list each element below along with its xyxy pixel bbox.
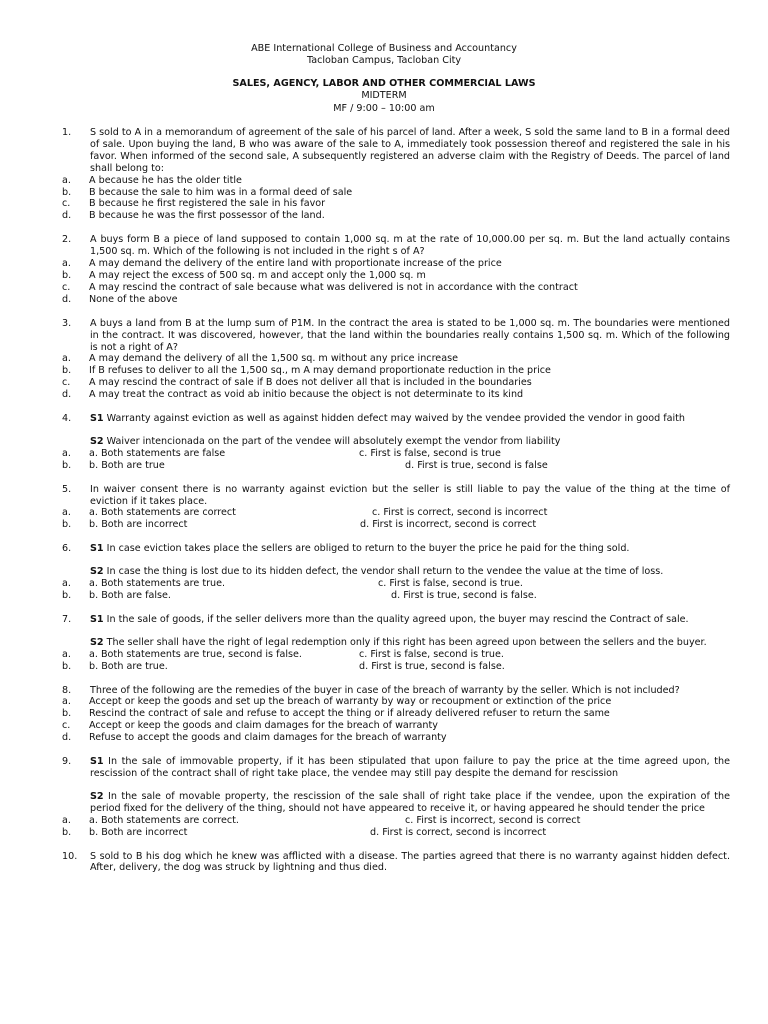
option-row-b: b. b. Both are false. d. First is true, second is false.: [62, 590, 537, 601]
option-c: c. Accept or keep the goods and claim damages for the breach of warranty: [62, 720, 438, 732]
statement-1: S1 In case eviction takes place the sellers are obliged to return to the buyer the price he paid for the thing sold.: [90, 543, 630, 555]
question-number: 10.: [62, 850, 78, 862]
school-name: ABE International College of Business and Accountancy: [251, 43, 517, 54]
question-4: [62, 413, 730, 472]
option-row-b: b. b. Both are incorrect d. First is correct, second is incorrect: [62, 826, 547, 838]
statement-1: S1 Warranty against eviction as well as against hidden defect may waived by the vendee provided the vendor in good faith: [90, 413, 686, 425]
statement-1: S1 In the sale of goods, if the seller delivers more than the quality agreed upon, the buyer may rescind the Contract of sale.: [90, 613, 689, 625]
question-text: A buys a land from B at the lump sum of P1M. In the contract the area is stated to be 1,000 sq. m. The boundaries were mentioned in the contract. It was discovered, however, that the land within the boundaries really contains 1,500 sq. m. Which of the following is not a right of A?: [90, 317, 730, 353]
question-number: 9.: [62, 756, 72, 768]
question-6: [62, 543, 730, 602]
option-a: a. A may demand the delivery of the entire land with proportionate increase of the price: [62, 258, 502, 270]
question-9: [62, 756, 730, 838]
course-title: SALES, AGENCY, LABOR AND OTHER COMMERCIAL LAWS: [232, 77, 536, 89]
option-a: a. A because he has the older title: [62, 174, 242, 186]
option-b: b. If B refuses to deliver to all the 1,500 sq., m A may demand proportionate reduction in the price: [62, 365, 551, 377]
question-2: [62, 234, 730, 305]
option-c: c. A may rescind the contract of sale if B does not deliver all that is included in the boundaries: [62, 377, 532, 389]
question-number: 1.: [62, 127, 72, 138]
statement-2: S2 In the sale of movable property, the rescission of the sale shall of right take place if the vendee, upon the expiration of the period fixed for the delivery of the thing, should not have appeared to receive it, or having appeared he should tender the price: [90, 790, 730, 814]
option-row-b: b. b. Both are true. d. First is true, second is false.: [62, 660, 505, 672]
option-row-b: b. b. Both are incorrect d. First is incorrect, second is correct: [62, 519, 537, 531]
statement-2: S2 Waiver intencionada on the part of the vendee will absolutely exempt the vendor from liability: [90, 435, 561, 447]
option-row-b: b. b. Both are true d. First is true, second is false: [62, 459, 548, 471]
option-c: c. B because he first registered the sale in his favor: [62, 198, 326, 210]
question-8: [62, 685, 730, 745]
question-5: [62, 484, 730, 532]
exam-schedule: MF / 9:00 – 10:00 am: [333, 102, 435, 114]
option-row-a: a. a. Both statements are correct. c. First is incorrect, second is correct: [62, 814, 581, 826]
option-a: a. A may demand the delivery of all the 1,500 sq. m without any price increase: [62, 353, 458, 365]
campus-name: Tacloban Campus, Tacloban City: [306, 55, 462, 67]
question-number: 2.: [62, 234, 72, 246]
question-7: [62, 614, 730, 673]
option-b: b. B because the sale to him was in a formal deed of sale: [62, 186, 353, 198]
question-3: [62, 318, 730, 401]
statement-1: S1 In the sale of immovable property, if it has been stipulated that upon failure to pay the price at the time agreed upon, the rescission of the contract shall of right take place, the vendee may still pay despite the demand for rescission: [90, 756, 730, 779]
option-b: b. Rescind the contract of sale and refuse to accept the thing or if already delivered refuser to return the same: [62, 708, 610, 720]
exam-header: [0, 43, 768, 115]
question-text: S sold to B his dog which he knew was afflicted with a disease. The parties agreed that there is no warranty against hidden defect. After, delivery, the dog was struck by lightning and thus died.: [90, 850, 730, 874]
question-list: [62, 127, 730, 886]
question-number: 4.: [62, 413, 72, 425]
option-d: d. A may treat the contract as void ab initio because the object is not determinate to its kind: [62, 389, 524, 401]
option-row-a: a. a. Both statements are false c. First is false, second is true: [62, 447, 501, 459]
question-1: [62, 127, 730, 222]
question-10: [62, 851, 730, 875]
question-number: 6.: [62, 543, 72, 555]
question-text: S sold to A in a memorandum of agreement of the sale of his parcel of land. After a week, S sold the same land to B in a formal deed of sale. Upon buying the land, B who was aware of the sale to A, immediately took possession thereof and registered the sale in his favor. When informed of the second sale, A subsequently registered an adverse claim with the Registry of Deeds. The parcel of land shall belong to:: [90, 127, 730, 174]
option-d: d. None of the above: [62, 293, 178, 305]
option-d: d. B because he was the first possessor of the land.: [62, 210, 325, 222]
option-c: c. A may rescind the contract of sale because what was delivered is not in accordance with the contract: [62, 281, 578, 293]
question-number: 7.: [62, 613, 72, 625]
exam-type: MIDTERM: [361, 90, 407, 102]
option-row-a: a. a. Both statements are true. c. First is false, second is true.: [62, 578, 523, 590]
statement-2: S2 The seller shall have the right of legal redemption only if this right has been agreed upon between the sellers and the buyer.: [90, 636, 707, 648]
option-row-a: a. a. Both statements are true, second is false. c. First is false, second is true.: [62, 648, 504, 660]
question-text: Three of the following are the remedies of the buyer in case of the breach of warranty by the seller. Which is not included?: [90, 684, 680, 696]
question-number: 3.: [62, 317, 72, 329]
question-text: In waiver consent there is no warranty against eviction but the seller is still liable to pay the value of the thing at the time of eviction if it takes place.: [90, 483, 730, 507]
option-d: d. Refuse to accept the goods and claim damages for the breach of warranty: [62, 732, 447, 744]
question-text: A buys form B a piece of land supposed to contain 1,000 sq. m at the rate of 10,000.00 per sq. m. But the land actually contains 1,500 sq. m. Which of the following is not included in the right s of A?: [90, 234, 730, 258]
option-a: a. Accept or keep the goods and set up the breach of warranty by way or recoupment or extinction of the price: [62, 696, 612, 708]
question-number: 8.: [62, 684, 72, 696]
question-number: 5.: [62, 483, 72, 495]
option-b: b. A may reject the excess of 500 sq. m and accept only the 1,000 sq. m: [62, 269, 426, 281]
statement-2: S2 In case the thing is lost due to its hidden defect, the vendor shall return to the vendee the value at the time of loss.: [90, 566, 664, 578]
option-row-a: a. a. Both statements are correct c. First is correct, second is incorrect: [62, 507, 548, 519]
